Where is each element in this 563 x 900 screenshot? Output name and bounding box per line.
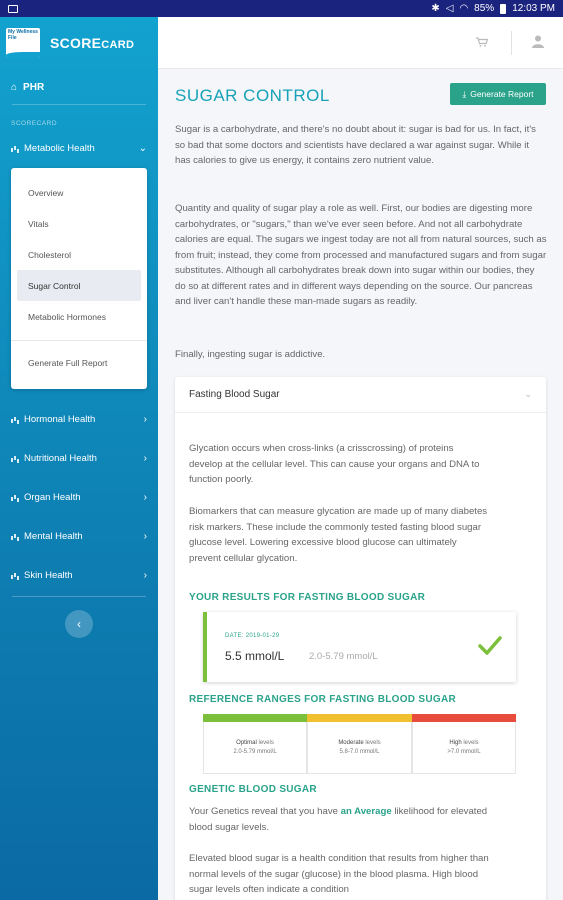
section-label-scorecard: SCORECARD — [11, 120, 58, 127]
generate-full-report-link[interactable]: Generate Full Report — [28, 357, 108, 368]
battery-icon — [500, 4, 506, 14]
reference-ranges — [203, 714, 516, 774]
chevron-right-icon: › — [143, 531, 147, 542]
chevron-right-icon: › — [143, 414, 147, 425]
chevron-down-icon: ⌄ — [524, 389, 532, 399]
intro-paragraph-3: Finally, ingesting sugar is addictive. — [175, 349, 326, 360]
likelihood-highlight: an Average — [340, 806, 392, 817]
chart-icon — [11, 416, 20, 423]
range-bar-optimal — [203, 714, 307, 722]
my-wellness-file-logo: My Wellness File — [6, 28, 40, 58]
fasting-blood-sugar-card — [175, 377, 546, 900]
sidebar-divider — [12, 104, 146, 105]
genetic-likelihood-text: Your Genetics reveal that you have an Average likelihood for elevated blood sugar levels. — [189, 806, 488, 833]
chart-icon — [11, 455, 20, 462]
intro-paragraph-1: Sugar is a carbohydrate, and there's no doubt about it: sugar is bad for us. In fact, it's so bad that some doctors and scientists have declared a war against sugar. While it has calories to give us energy, it contains zero nutrient value. — [175, 124, 536, 166]
chevron-right-icon: › — [143, 492, 147, 503]
range-cell-optimal: Optimal levels 2.0-5.79 mmol/L — [203, 722, 307, 774]
elevated-sugar-paragraph: Elevated blood sugar is a health condition that results from higher than normal levels of the sugar (glucose) in the blood plasma. High blood sugar levels often indicate a condition — [189, 853, 489, 895]
chart-icon — [11, 533, 20, 540]
mute-icon: ◁ — [445, 3, 454, 14]
chevron-down-icon: ⌄ — [138, 143, 147, 154]
user-icon[interactable] — [532, 35, 544, 48]
sidebar-item-skin-health[interactable]: Skin Health › — [0, 556, 158, 595]
status-bar — [0, 0, 563, 17]
sidebar-item-nutritional-health[interactable]: Nutritional Health › — [0, 439, 158, 478]
download-icon: ⤓ — [462, 88, 467, 99]
chevron-right-icon: › — [143, 570, 147, 581]
top-header — [158, 17, 563, 69]
cart-icon[interactable] — [476, 37, 488, 47]
sidebar-item-mental-health[interactable]: Mental Health › — [0, 517, 158, 556]
checkmark-icon — [477, 633, 503, 659]
generate-report-button[interactable]: ⤓ Generate Report — [450, 83, 546, 105]
submenu-item-metabolic-hormones[interactable]: Metabolic Hormones — [28, 311, 106, 322]
range-cell-moderate: Moderate levels 5.8-7.0 mmol/L — [307, 722, 412, 774]
bluetooth-icon: ✱ — [431, 3, 440, 14]
results-section-title: YOUR RESULTS FOR FASTING BLOOD SUGAR — [189, 592, 426, 603]
genetic-section-title: GENETIC BLOOD SUGAR — [189, 784, 317, 795]
page-title: SUGAR CONTROL — [175, 86, 330, 105]
chevron-left-icon: ‹ — [77, 617, 81, 631]
brand-logo[interactable] — [0, 17, 158, 69]
result-range: 2.0-5.79 mmol/L — [309, 651, 378, 662]
submenu-divider — [11, 340, 147, 341]
submenu-item-sugar-control[interactable]: Sugar Control — [17, 270, 141, 301]
card-title: Fasting Blood Sugar — [189, 389, 280, 400]
submenu-item-vitals[interactable]: Vitals — [28, 218, 49, 229]
main-content — [158, 69, 563, 900]
gallery-notification-icon — [8, 5, 18, 13]
chart-icon — [11, 494, 20, 501]
sidebar-item-hormonal-health[interactable]: Hormonal Health › — [0, 400, 158, 439]
sidebar-item-organ-health[interactable]: Organ Health › — [0, 478, 158, 517]
chevron-right-icon: › — [143, 453, 147, 464]
range-cell-high: High levels >7.0 mmol/L — [412, 722, 516, 774]
wifi-icon: ◠ — [459, 3, 469, 14]
submenu-item-overview[interactable]: Overview — [28, 187, 64, 198]
card-header[interactable] — [175, 377, 546, 413]
chart-icon — [11, 145, 20, 152]
intro-paragraph-2: Quantity and quality of sugar play a role as well. First, our bodies are digesting more carbohydrates, or "sugars," than we've ever seen before. And not all carbohydrate calories are equal. The sugars we ingest today are not all from natural sources, such as from fruit; instead, they come from processed and manufactured sugars and from sugar substitutes. Although all carbohydrates break down into sugar within our bodies, they do so at different rates and in different ways depending on the source. Our pancreas and liver can't handle these man-made sugars as readily. — [175, 203, 547, 307]
clock: 12:03 PM — [512, 3, 555, 14]
result-status-bar — [203, 612, 207, 682]
sidebar-item-phr[interactable]: ⌂ PHR — [11, 81, 45, 93]
metabolic-submenu — [11, 168, 147, 389]
result-card — [203, 612, 516, 682]
sidebar-item-metabolic-health[interactable]: Metabolic Health ⌄ — [0, 129, 158, 168]
header-divider — [511, 31, 512, 55]
sidebar — [0, 17, 158, 900]
chart-icon — [11, 572, 20, 579]
range-bar-moderate — [307, 714, 412, 722]
range-bar-high — [412, 714, 516, 722]
home-icon: ⌂ — [11, 81, 18, 93]
submenu-item-cholesterol[interactable]: Cholesterol — [28, 249, 71, 260]
result-value: 5.5 mmol/L — [225, 649, 285, 663]
result-date: DATE: 2019-01-29 — [225, 633, 280, 639]
glycation-paragraph: Glycation occurs when cross-links (a crisscrossing) of proteins develop at the cellular level. This can cause your organs and DNA to function poorly. — [189, 443, 480, 485]
biomarkers-paragraph: Biomarkers that can measure glycation are made up of many diabetes risk markers. These include the commonly tested fasting blood sugar glucose level. Lowering excessive blood glucose can ultimately prevent cellular glycation. — [189, 506, 488, 564]
sidebar-divider — [12, 596, 146, 597]
brand-name: SCORECARD — [50, 35, 135, 51]
ranges-section-title: REFERENCE RANGES FOR FASTING BLOOD SUGAR — [189, 694, 457, 705]
collapse-sidebar-button[interactable] — [65, 610, 93, 638]
battery-percent: 85% — [474, 3, 495, 14]
